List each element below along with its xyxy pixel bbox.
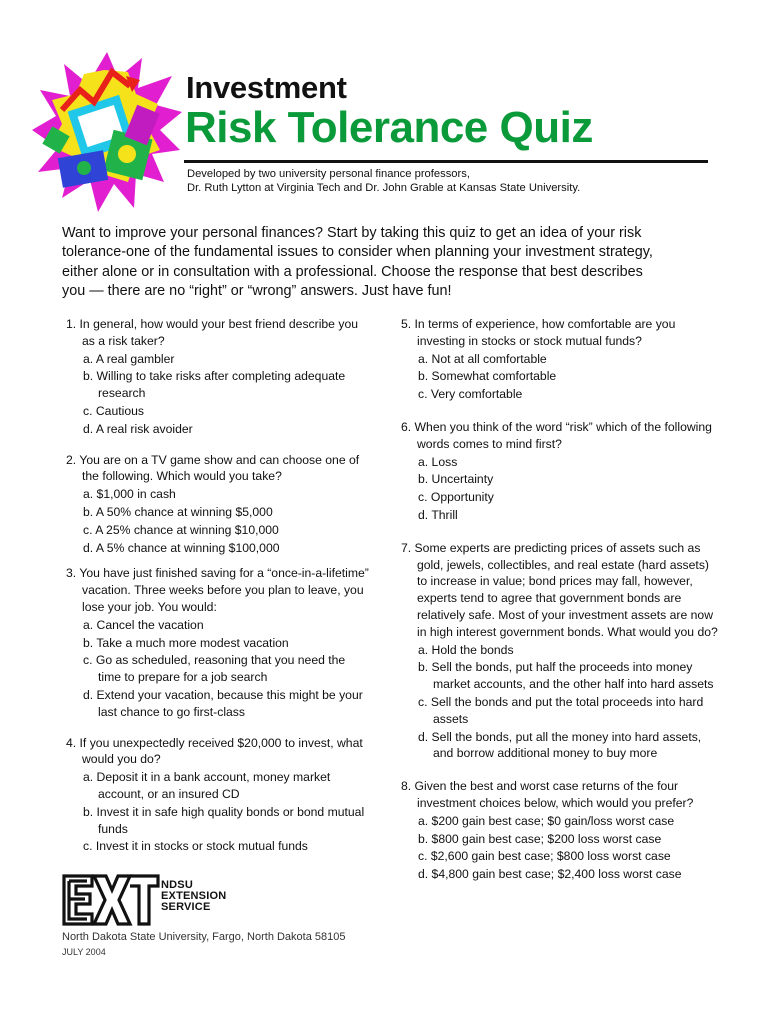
question-text: 7. Some experts are predicting prices of assets such as gold, jewels, collectibles, and real estate (hard assets) to increase in value; bond prices may fall, however, experts tend to agree that government bonds are relatively safe. Most of your investment assets are now in high interest government bonds. What would you do? bbox=[401, 540, 718, 639]
question-text: 5. In terms of experience, how comfortable are you investing in stocks or stock mutual funds? bbox=[401, 317, 676, 348]
answer-option: b. Invest it in safe high quality bonds or bond mutual funds bbox=[83, 804, 365, 836]
question-1 bbox=[66, 316, 371, 438]
answer-option: c. A 25% chance at winning $10,000 bbox=[83, 522, 279, 537]
answer-option: c. Sell the bonds and put the total proceeds into hard assets bbox=[418, 694, 704, 726]
title-divider bbox=[184, 160, 708, 163]
answer-option: a. Not at all comfortable bbox=[418, 351, 547, 366]
footer-date: JULY 2004 bbox=[62, 947, 106, 957]
question-8 bbox=[401, 778, 721, 883]
question-text: 1. In general, how would your best friend describe you as a risk taker? bbox=[66, 317, 358, 348]
answer-option: d. Sell the bonds, put all the money into hard assets, and borrow additional money to buy more bbox=[418, 729, 702, 761]
answer-option: d. Extend your vacation, because this might be your last chance to go first-class bbox=[83, 687, 363, 719]
answer-option: c. Opportunity bbox=[418, 490, 494, 505]
answer-option: a. Cancel the vacation bbox=[83, 617, 204, 632]
extension-service-wordmark bbox=[161, 880, 226, 913]
question-text: 3. You have just finished saving for a “once-in-a-lifetime” vacation. Three weeks before you plan to leave, you lose your job. You would: bbox=[66, 566, 369, 614]
answer-option: b. Sell the bonds, put half the proceeds into money market accounts, and the other half into hard assets bbox=[418, 660, 714, 692]
footer-address: North Dakota State University, Fargo, North Dakota 58105 bbox=[62, 931, 346, 943]
answer-option: d. Thrill bbox=[418, 507, 458, 522]
answer-option: b. $800 gain best case; $200 loss worst case bbox=[418, 831, 662, 846]
question-3 bbox=[66, 565, 371, 720]
answer-option: c. Go as scheduled, reasoning that you need the time to prepare for a job search bbox=[83, 653, 346, 685]
answer-option: b. Somewhat comfortable bbox=[418, 369, 557, 384]
credits bbox=[187, 168, 580, 195]
title-line-1: Investment bbox=[186, 70, 347, 105]
question-2 bbox=[66, 452, 371, 557]
question-6 bbox=[401, 419, 721, 524]
question-text: 6. When you think of the word “risk” which of the following words comes to mind first? bbox=[401, 419, 712, 451]
ndsu-ext-logo-icon bbox=[62, 874, 160, 926]
answer-option: b. A 50% chance at winning $5,000 bbox=[83, 504, 273, 519]
wordmark-line-3: SERVICE bbox=[161, 901, 211, 913]
answer-option: a. A real gambler bbox=[83, 351, 175, 366]
question-4 bbox=[66, 735, 371, 856]
credit-line-1: Developed by two university personal finance professors, bbox=[187, 168, 470, 180]
answer-option: a. $1,000 in cash bbox=[83, 487, 176, 502]
answer-option: b. Take a much more modest vacation bbox=[83, 635, 289, 650]
answer-option: c. Cautious bbox=[83, 403, 144, 418]
questions-right-column bbox=[401, 316, 721, 892]
question-text: 8. Given the best and worst case returns of the four investment choices below, which would you prefer? bbox=[401, 779, 694, 810]
answer-option: d. A 5% chance at winning $100,000 bbox=[83, 540, 280, 555]
question-7 bbox=[401, 540, 721, 762]
answer-option: c. Invest it in stocks or stock mutual funds bbox=[83, 839, 308, 854]
question-text: 4. If you unexpectedly received $20,000 to invest, what would you do? bbox=[66, 735, 363, 767]
answer-option: b. Willing to take risks after completing adequate research bbox=[83, 369, 346, 401]
answer-option: c. $2,600 gain best case; $800 loss worst case bbox=[418, 849, 671, 864]
question-5 bbox=[401, 316, 721, 403]
answer-option: a. Loss bbox=[418, 454, 458, 469]
question-text: 2. You are on a TV game show and can choose one of the following. Which would you take? bbox=[66, 452, 360, 484]
answer-option: a. $200 gain best case; $0 gain/loss worst case bbox=[418, 813, 675, 828]
answer-option: a. Hold the bonds bbox=[418, 642, 514, 657]
credit-line-2: Dr. Ruth Lytton at Virginia Tech and Dr. John Grable at Kansas State University. bbox=[187, 181, 581, 194]
title-line-2: Risk Tolerance Quiz bbox=[185, 103, 593, 152]
questions-left-column bbox=[66, 316, 371, 864]
answer-option: a. Deposit it in a bank account, money market account, or an insured CD bbox=[83, 770, 331, 801]
clipart-logo bbox=[32, 50, 182, 215]
wordmark-line-2: EXTENSION bbox=[161, 890, 227, 902]
wordmark-line-1: NDSU bbox=[161, 879, 193, 891]
answer-option: c. Very comfortable bbox=[418, 387, 523, 402]
answer-option: b. Uncertainty bbox=[418, 472, 494, 487]
answer-option: d. $4,800 gain best case; $2,400 loss worst case bbox=[418, 867, 682, 882]
answer-option: d. A real risk avoider bbox=[83, 421, 193, 436]
intro-paragraph: Want to improve your personal finances? Start by taking this quiz to get an idea of your risk tolerance-one of the fundamental issues to consider when planning your investment strategy, either alone or in consultation with a professional. Choose the response that best describes you — there are no “right” or “wrong” answers. Just have fun! bbox=[62, 225, 653, 299]
